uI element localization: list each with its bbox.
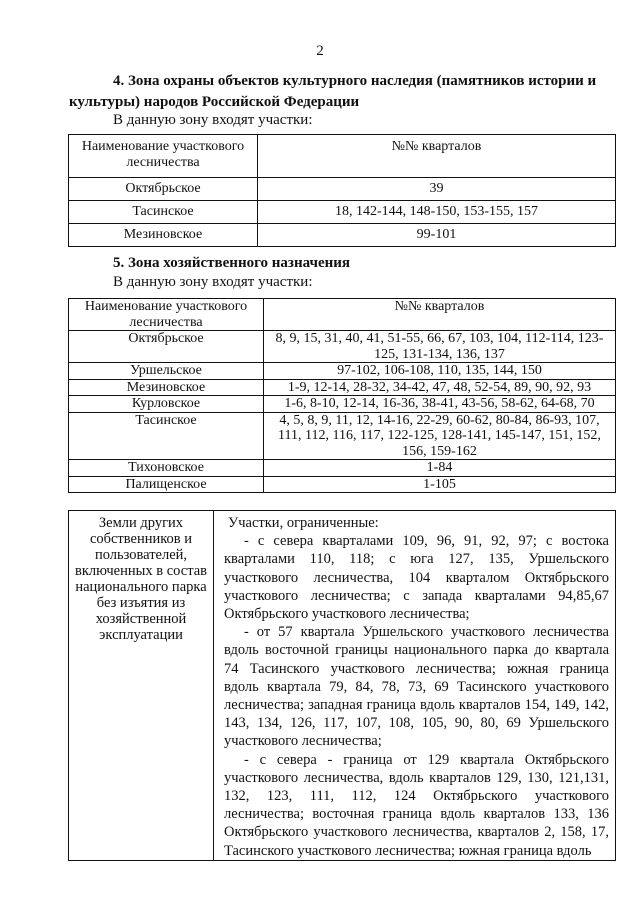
forestry-name: Курловское — [69, 396, 264, 413]
quarter-numbers: 1-6, 8-10, 12-14, 16-36, 38-41, 43-56, 58-62, 64-68, 70 — [264, 396, 616, 413]
quarter-numbers: 1-9, 12-14, 28-32, 34-42, 47, 48, 52-54, 89, 90, 92, 93 — [264, 379, 616, 396]
forestry-name: Тихоновское — [69, 460, 264, 477]
forestry-name: Палищенское — [69, 476, 264, 493]
column-header-forestry: Наименование участкового лесничества — [69, 135, 258, 178]
table-row — [69, 331, 616, 363]
lands-category: Земли других собственников и пользователей, включенных в состав национального парка без изъятия из хозяйственной эксплуатации — [69, 511, 214, 861]
forestry-name: Октябрьское — [69, 331, 264, 363]
table-row — [69, 379, 616, 396]
section-5-intro: В данную зону входят участки: — [113, 274, 313, 290]
quarter-numbers: 1-105 — [264, 476, 616, 493]
forestry-name: Уршельское — [69, 363, 264, 380]
section-4-table — [68, 134, 616, 247]
lands-table — [68, 510, 616, 861]
table-row — [69, 460, 616, 477]
table-row — [69, 476, 616, 493]
table-row — [69, 412, 616, 460]
quarter-numbers: 1-84 — [264, 460, 616, 477]
section-4-heading-line1: 4. Зона охраны объектов культурного наследия (памятников истории и — [113, 73, 597, 89]
section-4-heading — [69, 71, 619, 113]
column-header-quarters: №№ кварталов — [264, 299, 616, 331]
table-row — [69, 178, 616, 201]
forestry-name: Тасинское — [69, 412, 264, 460]
table-row — [69, 224, 616, 247]
table-row — [69, 363, 616, 380]
quarter-numbers: 97-102, 106-108, 110, 135, 144, 150 — [264, 363, 616, 380]
forestry-name: Мезиновское — [69, 224, 258, 247]
lands-paragraph: - с севера - граница от 129 квартала Октябрьского участкового лесничества, вдоль кварталов 129, 130, 121,131, 132, 123, 111, 112, 124 Октябрьского участкового лесничества; восточная граница вдоль кварталов 133, 136 Октябрьского участкового лесничества, кварталов 2, 158, 17, Тасинского участкового лесничества; южная граница вдоль — [224, 751, 609, 859]
section-4-intro: В данную зону входят участки: — [113, 112, 313, 128]
forestry-name: Октябрьское — [69, 178, 258, 201]
lands-paragraph: - с севера кварталами 109, 96, 91, 92, 97; с востока кварталами 110, 118; с юга 127, 135, Уршельского участкового лесничества, 104 кварталом Октябрьского участкового лесничества; с запада кварталами 94,85,67 Октябрьского участкового лесничества; — [224, 533, 609, 623]
lands-paragraph: Участки, ограниченные: — [228, 515, 379, 531]
quarter-numbers: 4, 5, 8, 9, 11, 12, 14-16, 22-29, 60-62, 80-84, 86-93, 107, 111, 112, 116, 117, 122-125, 128-141, 145-147, 151, 152, 156, 159-162 — [264, 412, 616, 460]
section-5-table — [68, 298, 616, 493]
quarter-numbers: 8, 9, 15, 31, 40, 41, 51-55, 66, 67, 103, 104, 112-114, 123-125, 131-134, 136, 137 — [264, 331, 616, 363]
page-number: 2 — [316, 43, 324, 59]
column-header-forestry: Наименование участкового лесничества — [69, 299, 264, 331]
lands-description — [214, 511, 616, 861]
quarter-numbers: 99-101 — [258, 224, 616, 247]
forestry-name: Мезиновское — [69, 379, 264, 396]
section-5-heading: 5. Зона хозяйственного назначения — [113, 255, 351, 271]
section-4-heading-line2: культуры) народов Российской Федерации — [69, 94, 360, 110]
table-row — [69, 396, 616, 413]
quarter-numbers: 39 — [258, 178, 616, 201]
column-header-quarters: №№ кварталов — [258, 135, 616, 178]
forestry-name: Тасинское — [69, 201, 258, 224]
lands-paragraph: - от 57 квартала Уршельского участкового лесничества вдоль восточной границы национального парка до квартала 74 Тасинского участкового лесничества; южная граница вдоль квартала 79, 84, 78, 73, 69 Тасинского участкового лесничества; западная граница вдоль кварталов 154, 149, 142, 143, 134, 126, 117, 107, 108, 105, 90, 80, 69 Уршельского участкового лесничества; — [224, 624, 609, 750]
quarter-numbers: 18, 142-144, 148-150, 153-155, 157 — [258, 201, 616, 224]
table-row — [69, 201, 616, 224]
